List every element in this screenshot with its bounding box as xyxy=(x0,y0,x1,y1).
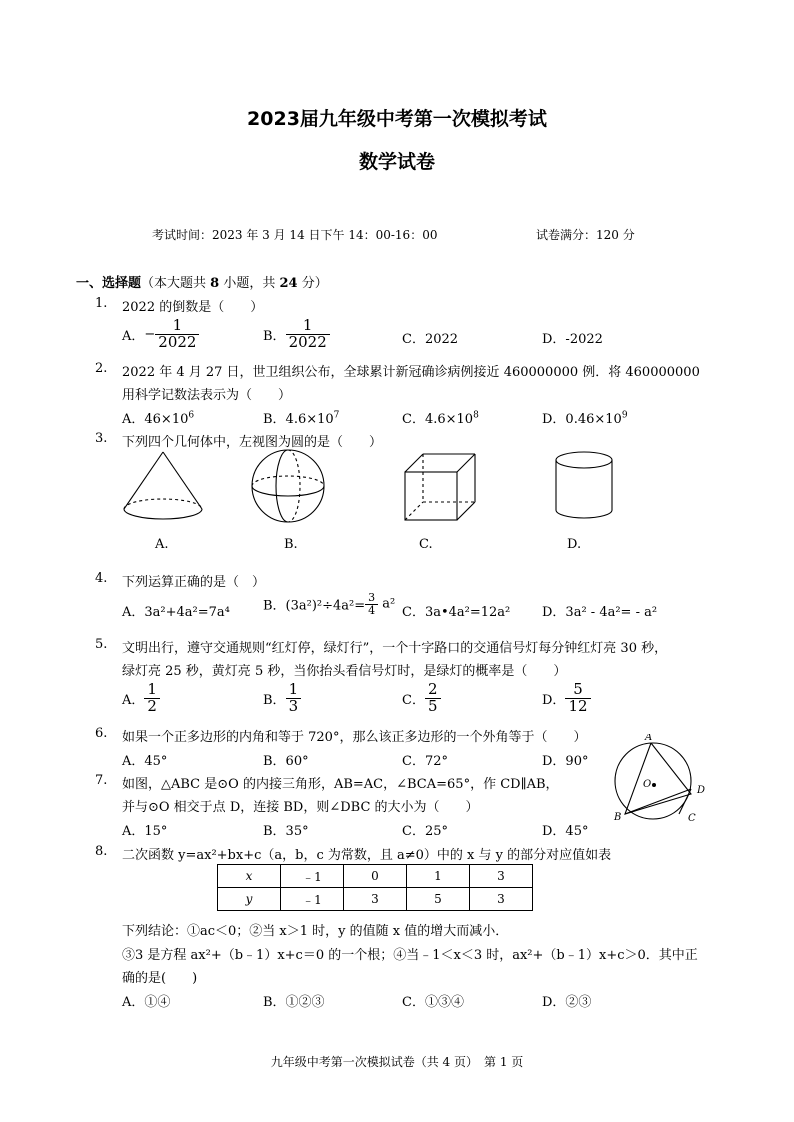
q2-number: 2. xyxy=(95,361,108,376)
label-b: B xyxy=(614,812,622,823)
q4-number: 4. xyxy=(95,571,108,586)
q4-stem: 下列运算正确的是（ ） xyxy=(122,575,266,590)
q2-option-b: B．$4.6\times 10^7$ xyxy=(263,410,340,427)
page-footer: 九年级中考第一次模拟试卷（共 4 页） 第 1 页 xyxy=(270,1055,524,1069)
q3-label-c: C. xyxy=(419,537,433,552)
q6-option-b: B．60° xyxy=(263,754,309,769)
q8-option-a: A．①④ xyxy=(122,995,171,1010)
q7-stem-line2: 并与⊙O 相交于点 D，连接 BD，则∠DBC 的大小为（ ） xyxy=(122,800,479,815)
q4-option-b: B．(3a²)²÷4a²= $\frac{3}{4}$ a² xyxy=(263,591,396,617)
q3-label-a: A. xyxy=(155,537,169,552)
q5-stem-line2: 绿灯亮 25 秒，黄灯亮 5 秒，当你抬头看信号灯时，是绿灯的概率是（ ） xyxy=(122,664,567,679)
q5-option-d: D． $\frac{5}{12}$ xyxy=(542,682,591,715)
label-a: A xyxy=(645,734,653,743)
q6-stem: 如果一个正多边形的内角和等于 720°，那么该正多边形的一个外角等于（ ） xyxy=(122,730,587,745)
q1-number: 1. xyxy=(95,296,108,311)
q8-conclusions-line1: 下列结论：①ac＜0；②当 x＞1 时，y 的值随 x 值的增大而减小． xyxy=(122,924,509,939)
label-c: C xyxy=(688,813,696,824)
q8-stem: 二次函数 y=ax²+bx+c（a，b，c 为常数，且 a≠0）中的 x 与 y 的部分对应值如表 xyxy=(122,848,612,863)
triangle-abc xyxy=(625,743,691,814)
exam-subtitle: 数学试卷 xyxy=(358,151,435,173)
q1-option-a: A．− $\frac{1}{2022}$ xyxy=(122,318,199,351)
q7-option-b: B．35° xyxy=(263,824,309,839)
table-cell: 3 xyxy=(344,888,407,911)
table-cell: 3 xyxy=(470,888,533,911)
q2-option-a: A．$46\times 10^6$ xyxy=(122,410,195,427)
q5-option-c: C． $\frac{2}{5}$ xyxy=(402,682,441,715)
exam-time: 考试时间：2023 年 3 月 14 日下午 14：00-16：00 xyxy=(152,228,438,242)
q5-number: 5. xyxy=(95,637,108,652)
q4-option-d: D．3a² - 4a²= - a² xyxy=(542,605,658,620)
q6-option-c: C．72° xyxy=(402,754,448,769)
table-cell: 0 xyxy=(344,865,407,888)
q8-option-d: D．②③ xyxy=(542,995,592,1010)
q1-stem: 2022 的倒数是（ ） xyxy=(122,300,264,315)
q4-option-c: C．3a•4a²=12a² xyxy=(402,605,511,620)
q8-number: 8. xyxy=(95,844,108,859)
q8-value-table xyxy=(217,864,533,911)
q5-option-b: B． $\frac{1}{3}$ xyxy=(263,682,301,715)
full-score: 试卷满分：120 分 xyxy=(536,228,635,242)
q8-conclusions-line2: ③3 是方程 ax²+（b﹣1）x+c＝0 的一个根；④当﹣1＜x＜3 时，ax²+（b﹣1）x+c＞0．其中正 xyxy=(122,948,698,963)
q4-option-a: A．3a²+4a²=7a⁴ xyxy=(122,605,230,620)
cube-figure xyxy=(405,454,475,520)
q6-option-d: D．90° xyxy=(542,754,589,769)
q7-number: 7. xyxy=(95,773,108,788)
label-o: O xyxy=(643,779,652,790)
q3-number: 3. xyxy=(95,431,108,446)
q6-number: 6. xyxy=(95,726,108,741)
cylinder-figure xyxy=(556,452,612,518)
q1-option-c: C．2022 xyxy=(402,332,459,347)
exam-title: 2023届九年级中考第一次模拟考试 xyxy=(247,108,547,130)
q7-option-c: C．25° xyxy=(402,824,448,839)
section-heading: 一、选择题（本大题共 8 小题，共 24 分） xyxy=(76,276,328,291)
table-cell: ﹣1 xyxy=(281,865,344,888)
q8-conclusions-line3: 确的是( ) xyxy=(122,971,198,986)
table-cell: 5 xyxy=(407,888,470,911)
q8-option-b: B．①②③ xyxy=(263,995,325,1010)
table-row xyxy=(218,888,533,911)
q5-option-a: A． $\frac{1}{2}$ xyxy=(122,682,160,715)
q2-option-c: C．$4.6\times 10^8$ xyxy=(402,410,479,427)
q1-option-b: B． $\frac{1}{2022}$ xyxy=(263,318,330,351)
table-cell: 1 xyxy=(407,865,470,888)
q8-option-c: C．①③④ xyxy=(402,995,464,1010)
q6-option-a: A．45° xyxy=(122,754,168,769)
table-cell: x xyxy=(218,865,281,888)
q2-stem-line1: 2022 年 4 月 27 日，世卫组织公布，全球累计新冠确诊病例接近 460000000 例．将 460000000 xyxy=(122,365,700,380)
q3-stem: 下列四个几何体中，左视图为圆的是（ ） xyxy=(122,435,383,450)
q3-label-b: B. xyxy=(284,537,298,552)
q7-option-d: D．45° xyxy=(542,824,589,839)
table-cell: y xyxy=(218,888,281,911)
q7-stem-line1: 如图，△ABC 是⊙O 的内接三角形，AB=AC，∠BCA=65°，作 CD∥AB， xyxy=(122,777,559,792)
q7-option-a: A．15° xyxy=(122,824,168,839)
table-cell: 3 xyxy=(470,865,533,888)
circle-o xyxy=(615,743,691,819)
table-cell: ﹣1 xyxy=(281,888,344,911)
q3-label-d: D. xyxy=(567,537,582,552)
q2-option-d: D．$0.46\times 10^9$ xyxy=(542,410,628,427)
center-point-o xyxy=(652,783,656,787)
cone-figure xyxy=(124,452,202,519)
q2-stem-line2: 用科学记数法表示为（ ） xyxy=(122,388,292,403)
q1-option-d: D．-2022 xyxy=(542,332,603,347)
table-row xyxy=(218,865,533,888)
q7-circle-figure xyxy=(605,734,715,826)
label-d: D xyxy=(697,785,706,796)
q3-solids-figure xyxy=(110,448,650,528)
q5-stem-line1: 文明出行，遵守交通规则“红灯停，绿灯行”，一个十字路口的交通信号灯每分钟红灯亮 30 秒， xyxy=(122,641,668,656)
sphere-figure xyxy=(252,450,324,522)
